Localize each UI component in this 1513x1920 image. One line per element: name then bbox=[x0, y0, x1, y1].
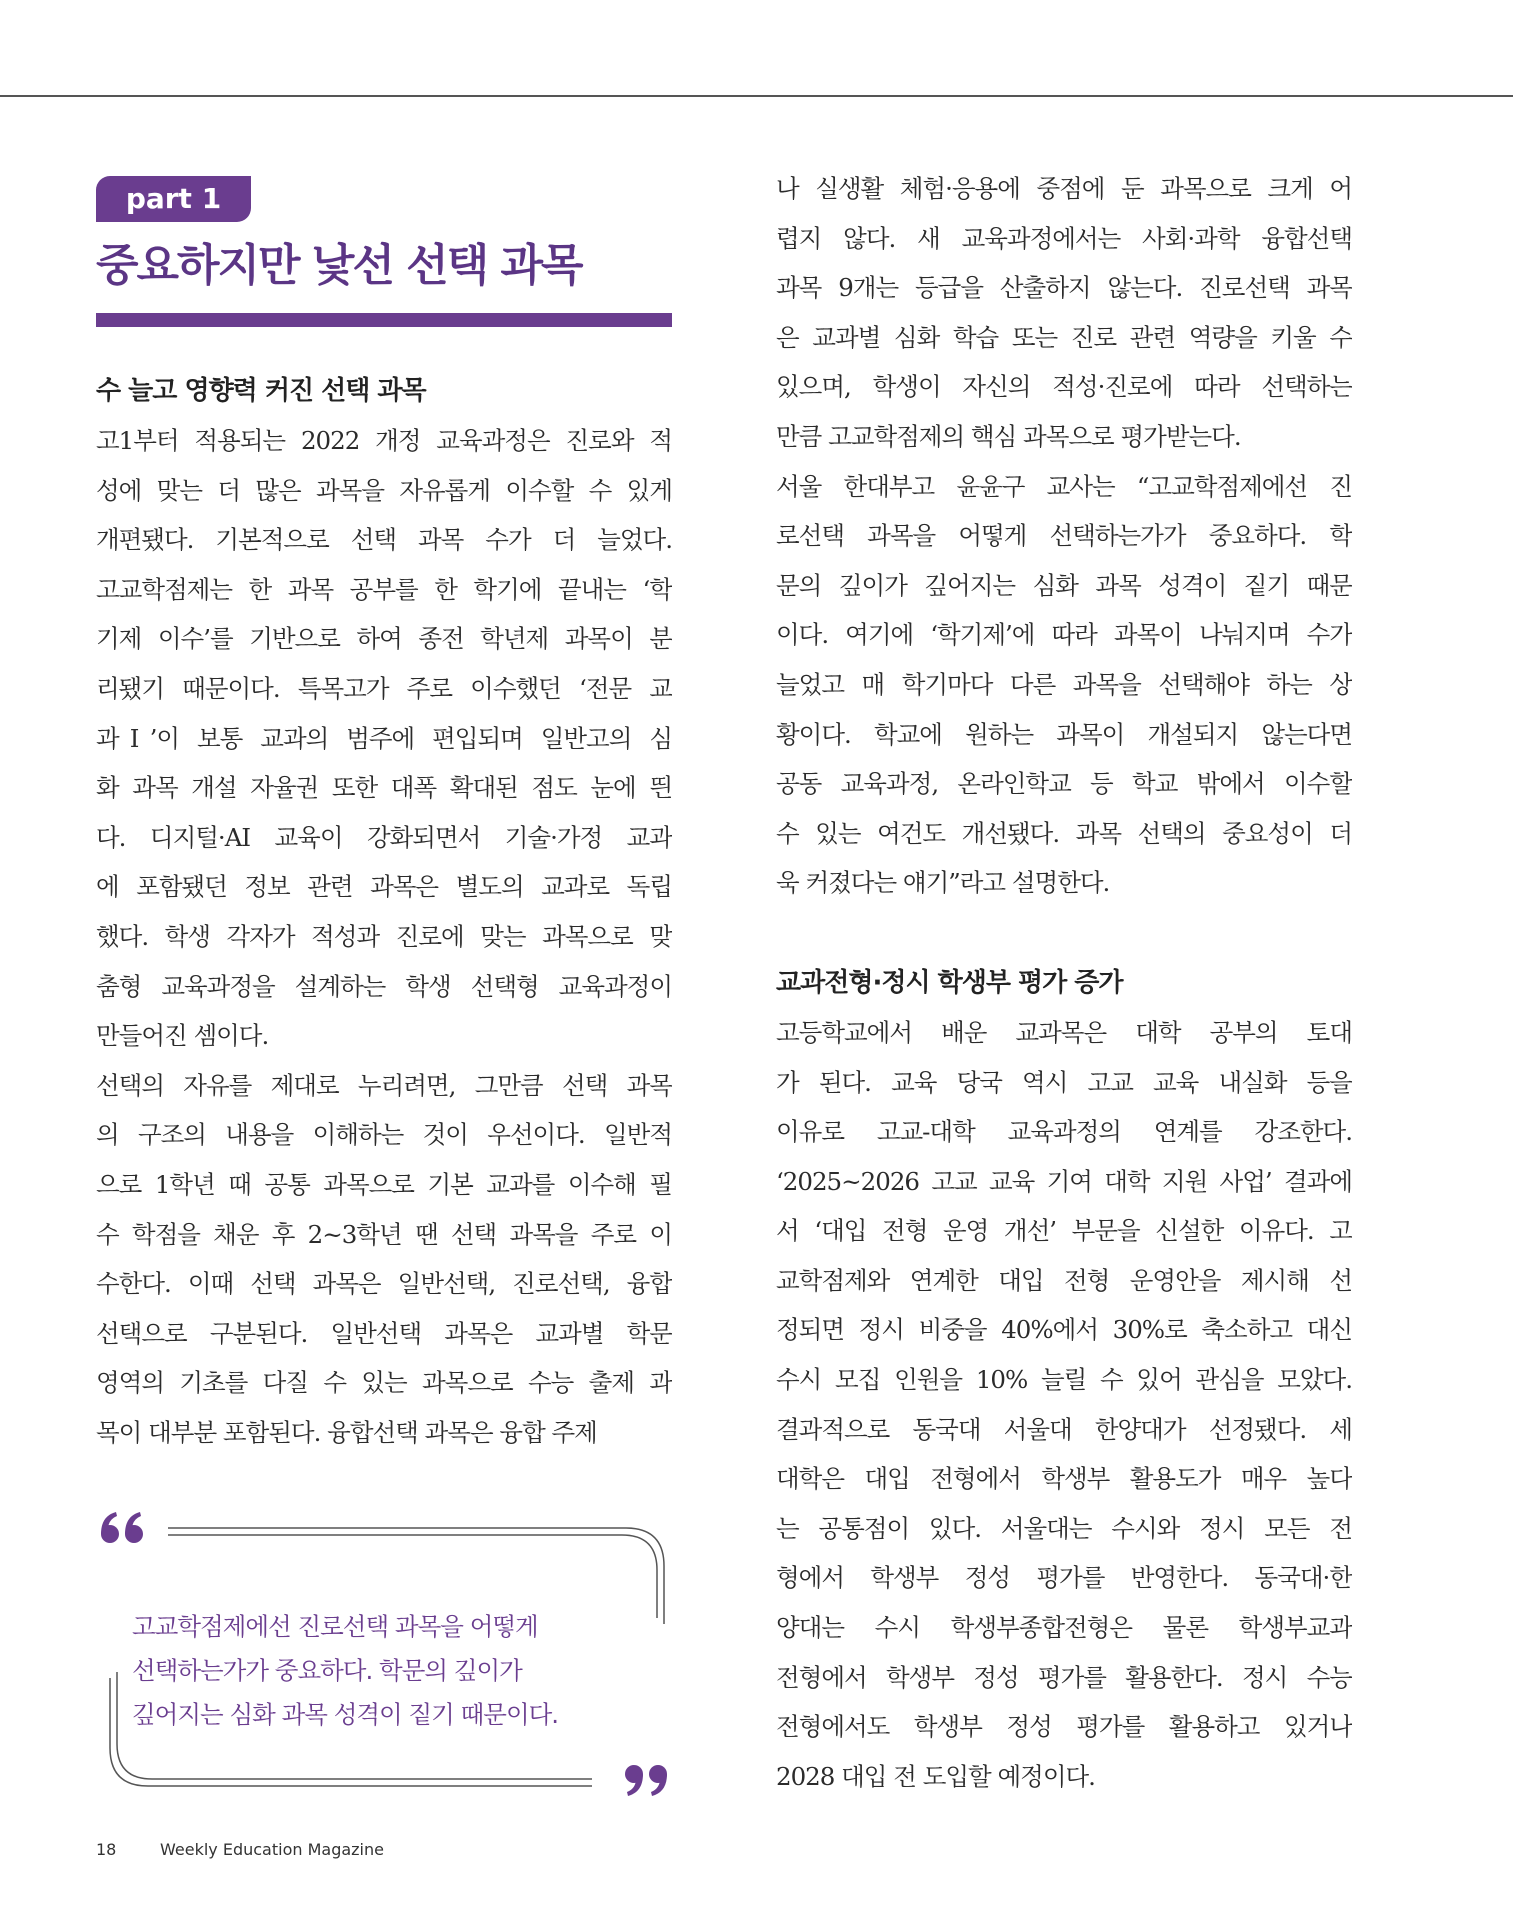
body-line: 늘었고 매 학기마다 다른 과목을 선택해야 하는 상 bbox=[776, 669, 1352, 699]
body-line: 다. 디지털·AI 교육이 강화되면서 기술·가정 교과 bbox=[96, 822, 672, 852]
body-line: 나 실생활 체험·응용에 중점에 둔 과목으로 크게 어 bbox=[776, 174, 1352, 203]
body-line: 수 학점을 채운 후 2~3학년 땐 선택 과목을 주로 이 bbox=[96, 1219, 672, 1249]
body-line: 렵지 않다. 새 교육과정에서는 사회·과학 융합선택 bbox=[776, 223, 1352, 253]
part-label: part 1 bbox=[96, 176, 251, 222]
body-line: 고등학교에서 배운 교과목은 대학 공부의 토대 bbox=[776, 1017, 1352, 1047]
body-line: 전형에서 학생부 정성 평가를 활용한다. 정시 수능 bbox=[776, 1662, 1352, 1692]
body-line: 이다. 여기에 ‘학기제’에 따라 과목이 나눠지며 수가 bbox=[776, 620, 1352, 650]
open-quote-icon bbox=[101, 1512, 143, 1543]
body-line: 로선택 과목을 어떻게 선택하는가가 중요하다. 학 bbox=[776, 521, 1352, 551]
left-body-text bbox=[96, 416, 672, 1457]
body-line: 리됐기 때문이다. 특목고가 주로 이수했던 ‘전문 교 bbox=[96, 673, 672, 703]
body-line: 고1부터 적용되는 2022 개정 교육과정은 진로와 적 bbox=[96, 426, 672, 455]
body-line: 의 구조의 내용을 이해하는 것이 우선이다. 일반적 bbox=[96, 1120, 672, 1150]
body-line: 서 ‘대입 전형 운영 개선’ 부문을 신설한 이유다. 고 bbox=[776, 1216, 1352, 1246]
body-line: 과목 9개는 등급을 산출하지 않는다. 진로선택 과목 bbox=[776, 273, 1352, 303]
body-line: 황이다. 학교에 원하는 과목이 개설되지 않는다면 bbox=[776, 719, 1352, 749]
body-line: ‘2025~2026 고교 교육 기여 대학 지원 사업’ 결과에 bbox=[776, 1166, 1352, 1196]
pull-quote bbox=[96, 1510, 678, 1810]
top-rule bbox=[0, 95, 1513, 97]
body-line: 에 포함됐던 정보 관련 과목은 별도의 교과로 독립 bbox=[96, 872, 672, 902]
body-line: 이유로 고교-대학 교육과정의 연계를 강조한다. bbox=[776, 1117, 1352, 1147]
quote-line: 선택하는가가 중요하다. 학문의 깊이가 bbox=[132, 1656, 522, 1685]
magazine-name: Weekly Education Magazine bbox=[160, 1840, 384, 1859]
body-line: 선택의 자유를 제대로 누리려면, 그만큼 선택 과목 bbox=[96, 1070, 672, 1100]
body-line: 수한다. 이때 선택 과목은 일반선택, 진로선택, 융합 bbox=[96, 1269, 672, 1299]
body-line: 욱 커졌다는 얘기”라고 설명한다. bbox=[776, 868, 1110, 898]
quote-line: 고교학점제에선 진로선택 과목을 어떻게 bbox=[132, 1612, 538, 1641]
title-rule bbox=[96, 313, 672, 327]
left-subheading: 수 늘고 영향력 커진 선택 과목 bbox=[96, 376, 426, 406]
body-line: 서울 한대부고 윤윤구 교사는 “고교학점제에선 진 bbox=[776, 471, 1352, 501]
right-body-text-a bbox=[776, 164, 1352, 908]
body-line: 영역의 기초를 다질 수 있는 과목으로 수능 출제 과 bbox=[96, 1368, 672, 1398]
right-column bbox=[776, 164, 1352, 1801]
body-line: 만들어진 셈이다. bbox=[96, 1021, 269, 1051]
close-quote-icon bbox=[625, 1765, 667, 1796]
right-subheading: 교과전형·정시 학생부 평가 증가 bbox=[776, 967, 1123, 998]
body-line: 있으며, 학생이 자신의 적성·진로에 따라 선택하는 bbox=[776, 372, 1352, 402]
quote-line: 깊어지는 심화 과목 성격이 짙기 때문이다. bbox=[132, 1700, 559, 1729]
body-line: 은 교과별 심화 학습 또는 진로 관련 역량을 키울 수 bbox=[776, 322, 1352, 352]
page-number: 18 bbox=[96, 1840, 117, 1859]
body-line: 결과적으로 동국대 서울대 한양대가 선정됐다. 세 bbox=[776, 1414, 1352, 1444]
body-line: 춤형 교육과정을 설계하는 학생 선택형 교육과정이 bbox=[96, 971, 672, 1001]
body-line: 고교학점제는 한 과목 공부를 한 학기에 끝내는 ‘학 bbox=[96, 574, 672, 604]
right-body-text-b bbox=[776, 1008, 1352, 1802]
section-spacer bbox=[776, 908, 1352, 958]
body-line: 교학점제와 연계한 대입 전형 운영안을 제시해 선 bbox=[776, 1265, 1352, 1295]
body-line: 과Ⅰ’이 보통 교과의 범주에 편입되며 일반고의 심 bbox=[96, 723, 672, 753]
body-line: 성에 맞는 더 많은 과목을 자유롭게 이수할 수 있게 bbox=[96, 475, 672, 505]
body-line: 문의 깊이가 깊어지는 심화 과목 성격이 짙기 때문 bbox=[776, 570, 1352, 600]
body-line: 형에서 학생부 정성 평가를 반영한다. 동국대·한 bbox=[776, 1563, 1352, 1593]
body-line: 정되면 정시 비중을 40%에서 30%로 축소하고 대신 bbox=[776, 1315, 1352, 1345]
body-line: 공동 교육과정, 온라인학교 등 학교 밖에서 이수할 bbox=[776, 769, 1352, 799]
body-line: 했다. 학생 각자가 적성과 진로에 맞는 과목으로 맞 bbox=[96, 921, 672, 951]
left-column bbox=[96, 366, 672, 1457]
body-line: 전형에서도 학생부 정성 평가를 활용하고 있거나 bbox=[776, 1712, 1352, 1742]
body-line: 기제 이수’를 기반으로 하여 종전 학년제 과목이 분 bbox=[96, 624, 672, 654]
body-line: 가 된다. 교육 당국 역시 고교 교육 내실화 등을 bbox=[776, 1067, 1352, 1097]
body-line: 만큼 고교학점제의 핵심 과목으로 평가받는다. bbox=[776, 421, 1241, 451]
body-line: 양대는 수시 학생부종합전형은 물론 학생부교과 bbox=[776, 1613, 1352, 1643]
body-line: 목이 대부분 포함된다. 융합선택 과목은 융합 주제 bbox=[96, 1417, 597, 1447]
body-line: 2028 대입 전 도입할 예정이다. bbox=[776, 1761, 1095, 1791]
body-line: 대학은 대입 전형에서 학생부 활용도가 매우 높다 bbox=[776, 1464, 1352, 1494]
body-line: 는 공통점이 있다. 서울대는 수시와 정시 모든 전 bbox=[776, 1513, 1352, 1543]
page-title: 중요하지만 낯선 선택 과목 bbox=[96, 240, 582, 291]
footer bbox=[96, 1840, 384, 1859]
body-line: 선택으로 구분된다. 일반선택 과목은 교과별 학문 bbox=[96, 1318, 672, 1348]
body-line: 수시 모집 인원을 10% 늘릴 수 있어 관심을 모았다. bbox=[776, 1365, 1352, 1395]
body-line: 으로 1학년 때 공통 과목으로 기본 교과를 이수해 필 bbox=[96, 1169, 672, 1199]
body-line: 화 과목 개설 자율권 또한 대폭 확대된 점도 눈에 띈 bbox=[96, 773, 672, 803]
body-line: 개편됐다. 기본적으로 선택 과목 수가 더 늘었다. bbox=[96, 525, 672, 555]
body-line: 수 있는 여건도 개선됐다. 과목 선택의 중요성이 더 bbox=[776, 818, 1352, 848]
